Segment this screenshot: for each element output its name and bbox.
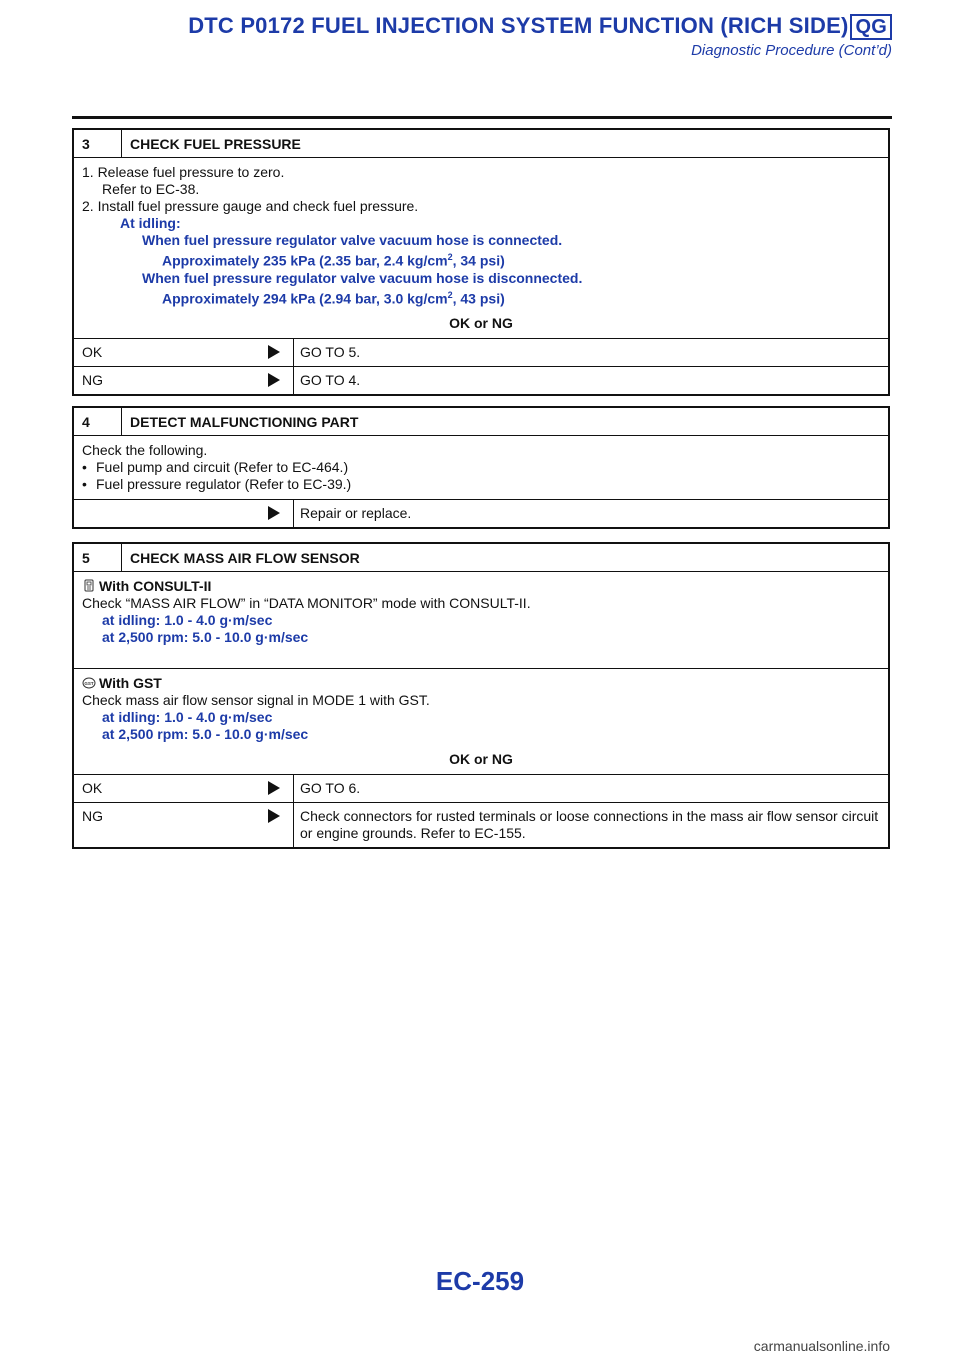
bullet-icon: • [82,476,87,492]
ok-or-ng: OK or NG [449,751,513,767]
gst-spec-2500: at 2,500 rpm: 5.0 - 10.0 g·m/sec [102,726,309,742]
consult-spec-2500: at 2,500 rpm: 5.0 - 10.0 g·m/sec [102,629,309,645]
result-text: Repair or replace. [300,505,412,521]
result-text: GO TO 4. [300,372,361,389]
spec-disconnected: When fuel pressure regulator valve vacuum hose is disconnected. [142,269,583,286]
arrow-right-icon [254,775,294,802]
arrow-right-icon [254,339,294,366]
consult-instruction: Check “MASS AIR FLOW” in “DATA MONITOR” mode with CONSULT-II. [82,595,531,611]
step-3-header [74,130,888,158]
result-row-ok [74,775,888,803]
step-number: 4 [74,408,122,435]
result-text: Check connectors for rusted terminals or loose connections in the mass air flow sensor circuit or engine grounds. Refer to EC-155. [300,808,879,841]
result-label: OK [82,780,103,796]
ok-or-ng: OK or NG [449,315,513,332]
step-number: 5 [74,544,122,571]
spec-connected: When fuel pressure regulator valve vacuum hose is connected. [142,232,563,248]
consult-section [74,572,888,669]
list-item: • Fuel pressure regulator (Refer to EC-39.) [82,476,352,492]
step-title: CHECK FUEL PRESSURE [130,135,301,152]
instruction-2: 2. Install fuel pressure gauge and check fuel pressure. [82,198,419,214]
result-label: OK [82,344,103,361]
arrow-right-icon [254,500,294,527]
result-label: NG [82,808,103,824]
consult-spec-idle: at idling: 1.0 - 4.0 g·m/sec [102,612,273,628]
bullet-icon: • [82,459,87,475]
spec-connected-value: Approximately 235 kPa (2.35 bar, 2.4 $kg/cm^2$, 34 psi) [162,252,505,269]
gst-icon [82,676,96,690]
step-number: 3 [74,130,122,157]
result-text: GO TO 6. [300,780,361,796]
result-label [74,500,254,527]
step-4-header [74,408,888,436]
arrow-right-icon [254,803,294,847]
spec-disconnected-value: Approximately 294 kPa (2.94 bar, 3.0 $kg/cm^2$, 43 psi) [162,289,505,307]
gst-section [74,669,888,775]
gst-instruction: Check mass air flow sensor signal in MODE 1 with GST. [82,692,430,708]
section-badge: QG [850,14,892,40]
list-item: • Fuel pump and circuit (Refer to EC-464.) [82,459,349,475]
step-4-box [72,406,890,529]
consult-icon [82,579,96,593]
svg-text:GST: GST [84,681,94,686]
instruction-1: 1. Release fuel pressure to zero. [82,164,285,180]
step-5-header [74,544,888,572]
instruction: Check the following. [82,442,208,458]
step-4-body [74,436,888,500]
page-header-title: DTC P0172 FUEL INJECTION SYSTEM FUNCTION (RICH SIDE) QG [188,13,892,40]
result-label: NG [82,372,103,389]
consult-heading: With CONSULT-II [82,578,880,595]
page-header-subtitle: Diagnostic Procedure (Cont’d) [691,42,892,59]
page-number: EC-259 [435,1266,525,1296]
result-text: GO TO 5. [300,344,361,361]
result-row [74,500,888,527]
step-title: CHECK MASS AIR FLOW SENSOR [130,549,360,566]
watermark: carmanualsonline.info [753,1338,890,1354]
result-row-ok [74,339,888,367]
arrow-right-icon [254,367,294,394]
result-row-ng [74,803,888,847]
step-title: DETECT MALFUNCTIONING PART [130,413,359,430]
gst-heading: GST With GST [82,675,880,692]
step-3-box [72,128,890,396]
spec-label: At idling: [120,215,181,231]
gst-spec-idle: at idling: 1.0 - 4.0 g·m/sec [102,709,273,725]
result-row-ng [74,367,888,394]
step-3-body [74,158,888,339]
step-5-box [72,542,890,849]
instruction-1-ref: Refer to EC-38. [102,181,200,197]
header-rule [72,116,892,119]
